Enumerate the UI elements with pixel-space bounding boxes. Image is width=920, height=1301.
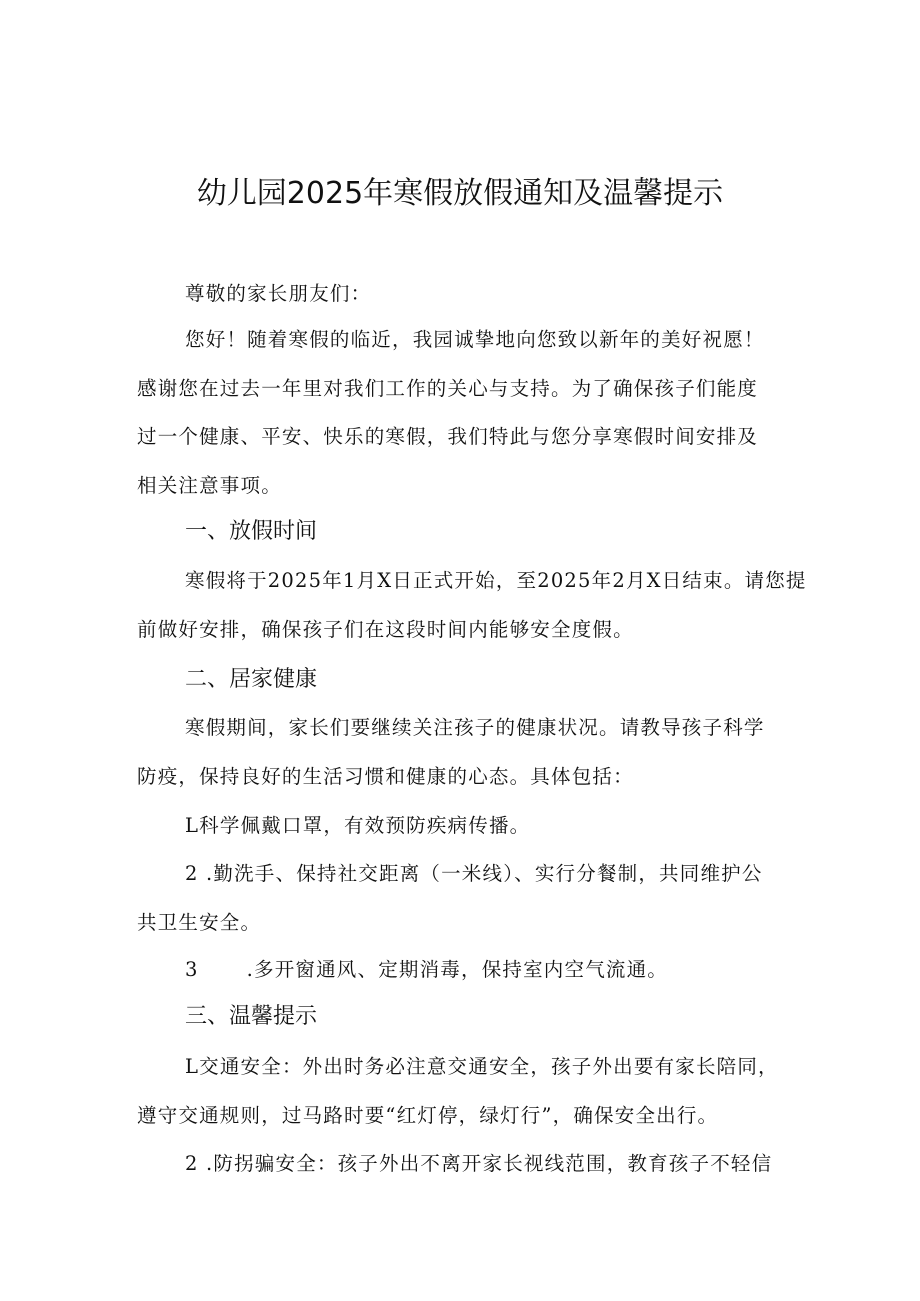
greeting [137, 270, 371, 319]
section-3-item-2 [137, 1140, 772, 1189]
intro-line-1: 您好！随着寒假的临近，我园诚挚地向您致以新年的美好祝愿！ [185, 328, 765, 351]
section-2-paragraph [137, 704, 765, 801]
section-2-heading: 二、居家健康 [185, 667, 318, 692]
section-2-item-1-text: L科学佩戴口罩，有效预防疾病传播。 [185, 814, 531, 837]
section-2-item-3-line [137, 946, 668, 995]
section-1-line-1: 寒假将于2025年1月X日正式开始，至2025年2月X日结束。请您提 [185, 569, 807, 592]
intro-line-4: 相关注意事项。 [137, 473, 282, 497]
section-2-item-3-text: .多开窗通风、定期消毒，保持室内空气流通。 [246, 958, 669, 981]
intro-line-3: 过一个健康、平安、快乐的寒假，我们特此与您分享寒假时间安排及 [137, 425, 759, 448]
document-title: 幼儿园2025年寒假放假通知及温馨提示 [196, 176, 724, 211]
section-1-paragraph [137, 557, 807, 654]
section-2-item-1 [137, 802, 530, 851]
section-2-line-1: 寒假期间，家长们要继续关注孩子的健康状况。请教导孩子科学 [185, 716, 765, 739]
section-2-item-2-line-1: 2 .勤洗手、保持社交距离（一米线）、实行分餐制，共同维护公 [185, 862, 763, 885]
intro-line-2: 感谢您在过去一年里对我们工作的关心与支持。为了确保孩子们能度 [137, 376, 759, 400]
section-3-item-1-line-2: 遵守交通规则，过马路时要“红灯停，绿灯行”，确保安全出行。 [137, 1103, 719, 1127]
greeting-text: 尊敬的家长朋友们： [185, 282, 372, 305]
section-2-item-3-number: 3 [185, 958, 199, 981]
section-3-heading: 三、温馨提示 [185, 1004, 318, 1029]
section-1-heading: 一、放假时间 [185, 519, 318, 544]
section-3-item-1 [137, 1043, 779, 1140]
section-3-item-1-line-1: L交通安全：外出时务必注意交通安全，孩子外出要有家长陪同， [185, 1055, 779, 1078]
section-1-line-2: 前做好安排，确保孩子们在这段时间内能够安全度假。 [137, 617, 634, 641]
section-2-line-2: 防疫，保持良好的生活习惯和健康的心态。具体包括： [137, 764, 634, 788]
section-2-item-3 [137, 946, 668, 995]
section-3-item-2-line-1: 2 .防拐骗安全：孩子外出不离开家长视线范围，教育孩子不轻信 [185, 1152, 773, 1175]
section-2-item-2 [137, 850, 763, 947]
section-2-item-2-line-2: 共卫生安全。 [137, 910, 262, 934]
intro-paragraph [137, 316, 765, 510]
